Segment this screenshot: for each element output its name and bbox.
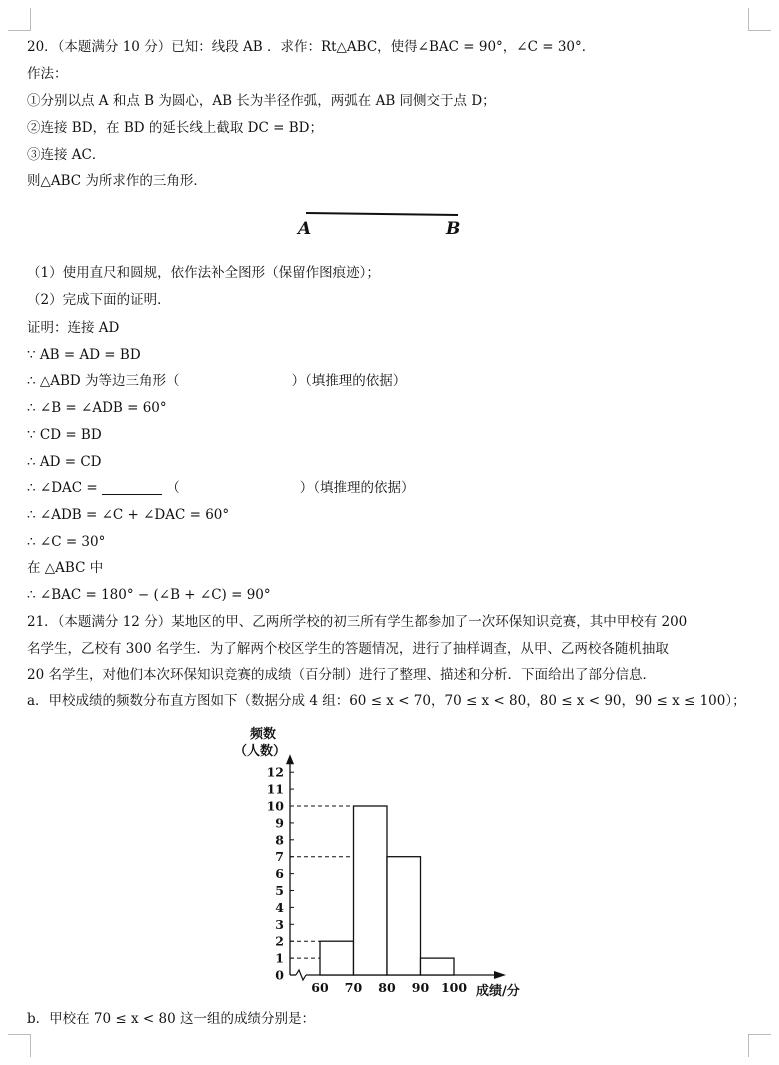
q21-line-1: 21．（本题满分 12 分）某地区的甲、乙两所学校的初三所有学生都参加了一次环保知识竞赛，其中甲校有 200: [27, 614, 688, 630]
y-tick-label: 0: [275, 967, 284, 983]
proof-line-9: ∴ ∠C = 30°: [27, 534, 106, 550]
proof-line-10: 在 △ABC 中: [27, 560, 104, 576]
y-tick-label: 3: [275, 916, 284, 932]
q20-step3: ③连接 AC．: [27, 147, 106, 163]
y-tick-label: 5: [275, 883, 284, 898]
angle-dac-answer-blank[interactable]: [102, 480, 162, 495]
y-tick-label: 12: [266, 764, 284, 780]
histogram-bar: [387, 857, 421, 975]
proof-line-3-end: ）（填推理的依据）: [291, 373, 407, 389]
q21-item-a: a．甲校成绩的频数分布直方图如下（数据分成 4 组：60 ≤ x < 70，70 ≤ x < 80，80 ≤ x < 90，90 ≤ x ≤ 100）；: [27, 693, 746, 709]
x-axis-label: 成绩/分: [476, 984, 520, 999]
corner-mark-bottom-left: [8, 1034, 31, 1057]
x-axis-arrow: [494, 971, 506, 979]
y-tick-label: 8: [275, 832, 284, 848]
y-tick-label: 7: [275, 849, 284, 865]
y-tick-label: 10: [266, 798, 284, 814]
q20-method-title: 作法：: [27, 66, 68, 82]
proof-line-11: ∴ ∠BAC = 180° − (∠B + ∠C) = 90°: [27, 587, 271, 603]
q20-step1: ①分别以点 A 和点 B 为圆心，AB 长为半径作弧，两弧在 AB 同侧交于点 D；: [27, 93, 496, 109]
proof-line-1: 证明：连接 AD: [27, 320, 120, 336]
x-tick-label: 90: [411, 980, 430, 995]
segment-ab-figure: [290, 205, 470, 241]
q21-line-3: 20 名学生，对他们本次环保知识竞赛的成绩（百分制）进行了整理、描述和分析．下面给出了部分信息．: [27, 667, 656, 683]
corner-mark-top-right: [748, 8, 771, 31]
proof-line-4: ∴ ∠B = ∠ADB = 60°: [27, 400, 167, 416]
x-tick-label: 80: [378, 980, 396, 995]
x-axis-break: [296, 970, 306, 980]
q20-conclusion: 则△ABC 为所求作的三角形．: [27, 173, 207, 189]
q20-part1: （1）使用直尺和圆规，依作法补全图形（保留作图痕迹）；: [27, 265, 380, 281]
y-tick-label: 11: [266, 781, 284, 797]
y-tick-label: 1: [275, 950, 284, 966]
q20-step2: ②连接 BD，在 BD 的延长线上截取 DC = BD；: [27, 120, 323, 136]
proof-line-7-start: ∴ ∠DAC =: [27, 480, 98, 496]
proof-line-7: [27, 479, 415, 497]
y-axis-label-line2: （人数）: [234, 744, 287, 759]
proof-line-3: [27, 372, 406, 390]
q20-header: 20．（本题满分 10 分）已知：线段 AB ．求作：Rt△ABC，使得∠BAC = 90°，∠C = 30°．: [27, 39, 596, 55]
segment-ab-line: [306, 213, 458, 215]
proof-line-7-end: ）（填推理的依据）: [299, 480, 415, 496]
q21-item-b: b．甲校在 70 ≤ x < 80 这一组的成绩分别是：: [27, 1011, 315, 1027]
histogram-bar: [320, 941, 354, 975]
segment-label-a: A: [298, 219, 312, 239]
histogram-bar: [421, 958, 455, 975]
proof-line-5: ∵ CD = BD: [27, 427, 102, 443]
y-axis-label-line1: 频数: [250, 727, 277, 742]
y-tick-label: 6: [275, 866, 284, 882]
q20-part2: （2）完成下面的证明．: [27, 292, 171, 308]
y-tick-label: 2: [275, 933, 284, 949]
score-histogram: [232, 716, 552, 1006]
proof-line-2: ∵ AB = AD = BD: [27, 347, 141, 363]
x-tick-label: 70: [344, 980, 363, 995]
y-tick-label: 9: [275, 815, 284, 831]
q21-line-2: 名学生，乙校有 300 名学生．为了解两个校区学生的答题情况，进行了抽样调查，从甲、乙两校各随机抽取: [27, 641, 669, 657]
y-tick-label: 4: [275, 899, 284, 915]
corner-mark-bottom-right: [748, 1034, 771, 1057]
proof-line-6: ∴ AD = CD: [27, 454, 102, 470]
proof-line-7-paren: （: [166, 480, 180, 496]
x-tick-label: 100: [440, 980, 468, 995]
y-axis-arrow: [286, 754, 294, 764]
corner-mark-top-left: [8, 8, 31, 31]
x-tick-label: 60: [311, 980, 329, 995]
histogram-bar: [354, 806, 388, 975]
proof-line-3-start: ∴ △ABD 为等边三角形（: [27, 373, 180, 389]
segment-label-b: B: [446, 219, 461, 239]
proof-line-8: ∴ ∠ADB = ∠C + ∠DAC = 60°: [27, 507, 230, 523]
